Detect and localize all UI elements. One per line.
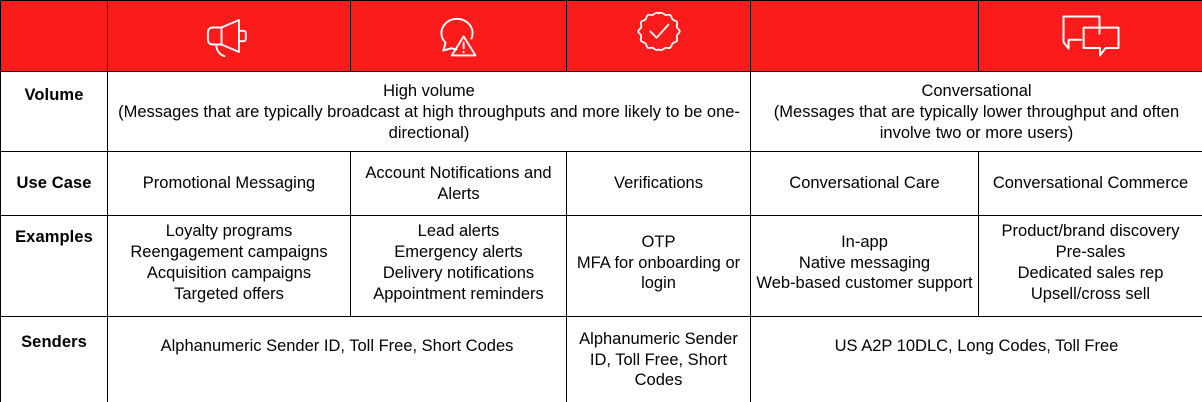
list-item: OTP xyxy=(641,232,676,251)
list-item: Dedicated sales rep xyxy=(1017,264,1164,282)
header-cell-promotional xyxy=(108,1,351,72)
cell-volume-high xyxy=(108,72,751,152)
senders-conversational-text: US A2P 10DLC, Long Codes, Toll Free xyxy=(834,336,1119,355)
use-case-verifications-text: Verifications xyxy=(614,174,703,193)
cell-examples-conversational-care xyxy=(751,216,979,317)
examples-verifications-list xyxy=(567,232,750,294)
header-cell-verifications xyxy=(567,1,751,72)
row-senders xyxy=(1,317,1202,402)
header-icon-row xyxy=(1,1,1202,72)
list-item: In-app xyxy=(841,232,888,251)
header-cell-conversational-commerce xyxy=(979,1,1202,72)
list-item: Native messaging xyxy=(798,253,931,272)
cell-use-case-conversational-care xyxy=(751,152,979,216)
cell-use-case-notifications xyxy=(351,152,567,216)
volume-high-detail: (Messages that are typically broadcast at high throughputs and more likely to be one-directional) xyxy=(118,103,740,142)
cell-use-case-promotional xyxy=(108,152,351,216)
row-examples xyxy=(1,216,1202,317)
list-item: MFA for onboarding or login xyxy=(576,253,741,293)
senders-broadcast-text: Alphanumeric Sender ID, Toll Free, Short Codes xyxy=(160,336,514,355)
row-label-volume: Volume xyxy=(1,72,108,152)
use-case-conversational-commerce-text: Conversational Commerce xyxy=(992,174,1189,193)
cell-volume-conversational xyxy=(751,72,1202,152)
chat-alert-icon xyxy=(351,1,566,71)
cell-volume-high-text xyxy=(108,81,750,143)
list-item: Lead alerts xyxy=(417,222,500,241)
cell-examples-conversational-commerce xyxy=(979,216,1202,317)
list-item: Web-based customer support xyxy=(756,274,973,293)
two-chat-bubbles-icon xyxy=(979,1,1202,71)
cell-use-case-conversational-commerce xyxy=(979,152,1202,216)
list-item: Upsell/cross sell xyxy=(1030,284,1151,303)
cell-senders-conversational xyxy=(751,317,1202,402)
list-item: Acquisition campaigns xyxy=(146,264,312,282)
volume-high-title: High volume xyxy=(383,82,475,101)
examples-conversational-care-list xyxy=(751,232,978,294)
cell-use-case-verifications xyxy=(567,152,751,216)
list-item: Delivery notifications xyxy=(382,264,535,282)
row-use-case xyxy=(1,152,1202,216)
use-case-promotional-text: Promotional Messaging xyxy=(142,174,316,193)
list-item: Emergency alerts xyxy=(394,243,523,262)
volume-conversational-title: Conversational xyxy=(921,82,1032,101)
list-item: Product/brand discovery xyxy=(1001,222,1180,241)
volume-conversational-detail: (Messages that are typically lower throughput and often involve two or more users) xyxy=(773,103,1180,142)
list-item: Loyalty programs xyxy=(165,222,293,241)
verified-badge-check-icon xyxy=(567,1,750,71)
row-label-examples: Examples xyxy=(1,216,108,317)
senders-verifications-text: Alphanumeric Sender ID, Toll Free, Short Codes xyxy=(579,329,738,390)
cell-examples-promotional xyxy=(108,216,351,317)
header-cell-notifications xyxy=(351,1,567,72)
cell-volume-conversational-text xyxy=(751,81,1202,143)
use-case-notifications-text: Account Notifications and Alerts xyxy=(365,163,552,203)
list-item: Reengagement campaigns xyxy=(130,243,328,262)
header-cell-conversational-care xyxy=(751,1,979,72)
cell-senders-broadcast xyxy=(108,317,567,402)
row-volume xyxy=(1,72,1202,152)
use-case-conversational-care-text: Conversational Care xyxy=(789,174,940,193)
cell-examples-verifications xyxy=(567,216,751,317)
header-corner-cell xyxy=(1,1,108,72)
examples-conversational-commerce-list xyxy=(979,221,1202,304)
list-item: Appointment reminders xyxy=(373,284,544,303)
cell-examples-notifications xyxy=(351,216,567,317)
row-label-senders: Senders xyxy=(1,317,108,402)
examples-notifications-list xyxy=(351,221,566,304)
megaphone-icon xyxy=(108,1,350,71)
list-item: Targeted offers xyxy=(174,284,284,303)
row-label-use-case: Use Case xyxy=(1,152,108,216)
list-item: Pre-sales xyxy=(1055,243,1126,262)
cell-senders-verifications xyxy=(567,317,751,402)
examples-promotional-list xyxy=(108,221,350,304)
